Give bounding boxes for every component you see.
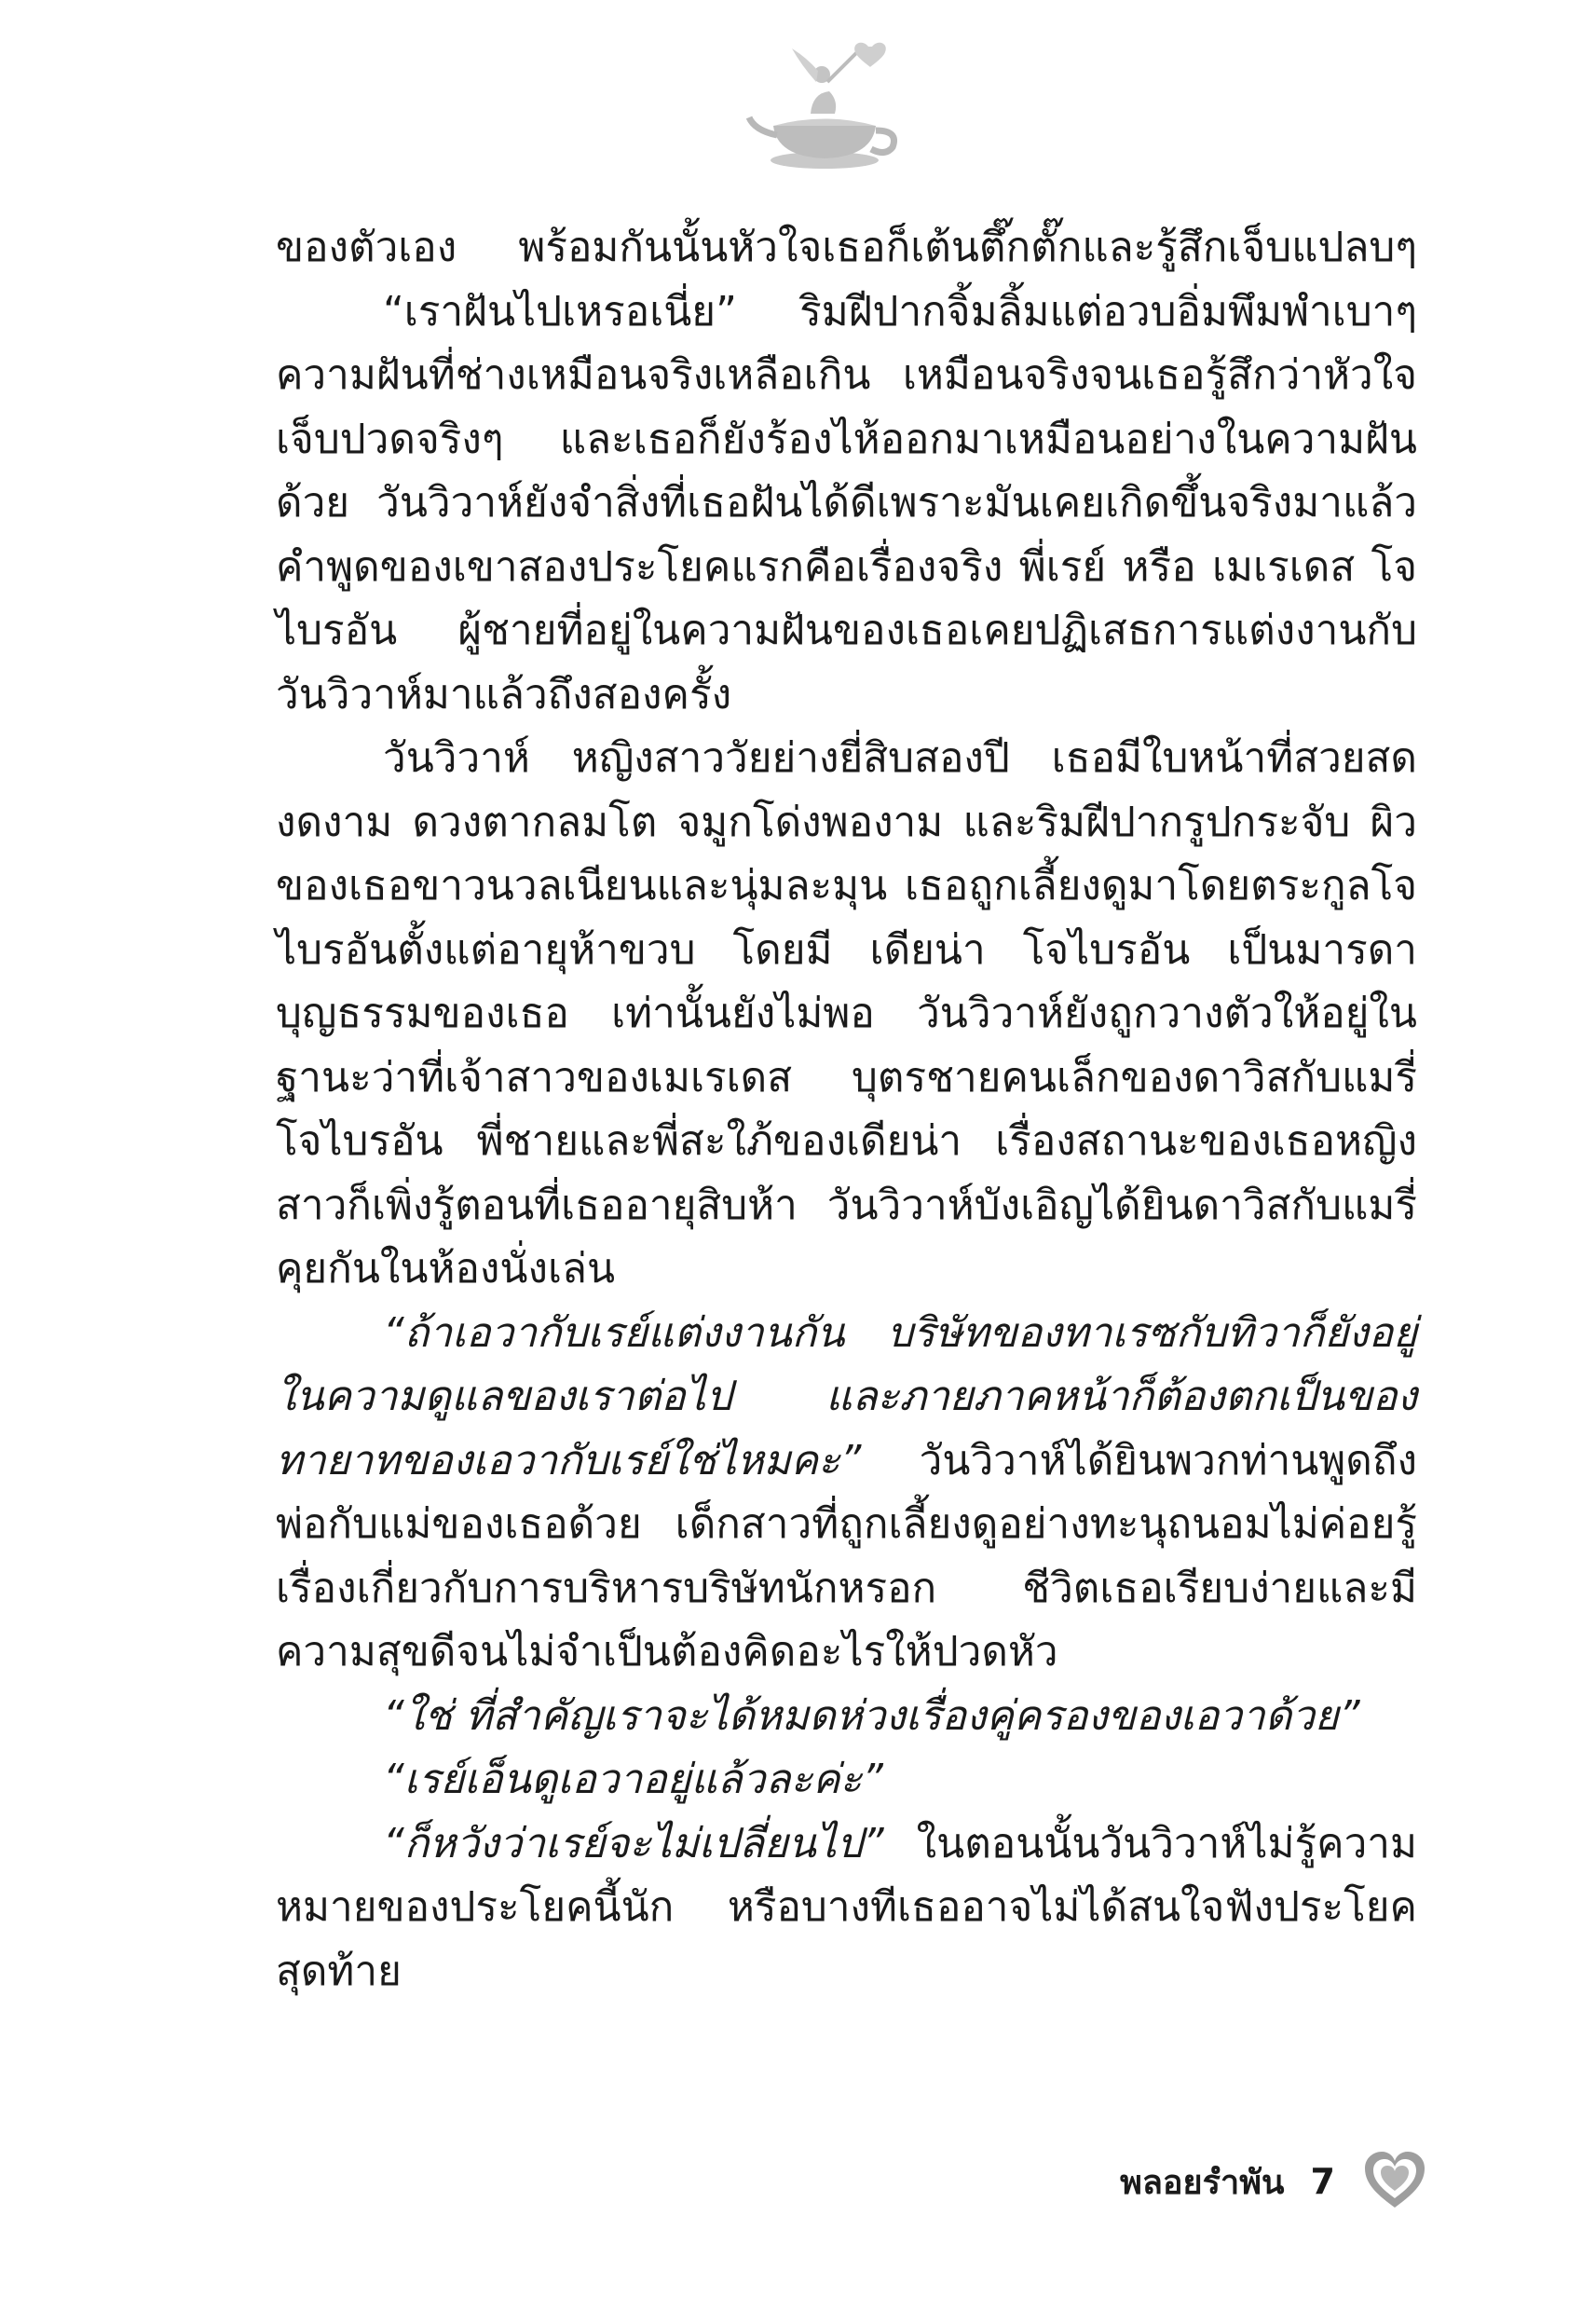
paragraph: “เราฝันไปเหรอเนี่ย” ริมฝีปากจิ้มลิ้มแต่อวบอิ่มพึมพำเบาๆ ความฝันที่ช่างเหมือนจริงเหลือเกิน เหมือนจริงจนเธอรู้สึกว่าหัวใจเจ็บปวดจริงๆ และเธอก็ยังร้องไห้ออกมาเหมือนอย่างในความฝันด้วย วันวิวาห์ยังจำสิ่งที่เธอฝันได้ดีเพราะมันเคยเกิดขึ้นจริงมาแล้ว คำพูดของเขาสองประโยคแรกคือเรื่องจริง พี่เรย์ หรือ เมเรเดส โจไบรอัน ผู้ชายที่อยู่ในความฝันของเธอเคยปฏิเสธการแต่งงานกับวันวิวาห์มาแล้วถึงสองครั้ง: [276, 287, 1417, 718]
italic-quote: “ก็หวังว่าเรย์จะไม่เปลี่ยนไป”: [383, 1819, 884, 1867]
italic-quote: “ถ้าเอวากับเรย์แต่งงานกัน บริษัทของทาเรซกับทิวาก็ยังอยู่ในความดูแลของเราต่อไป และภายภาคหน้าก็ต้องตกเป็นของทายาทของเอวากับเรย์ใช่ไหมคะ”: [276, 1308, 1417, 1484]
italic-quote: “เรย์เอ็นดูเอวาอยู่แล้วละค่ะ”: [383, 1756, 883, 1803]
page-number: 7: [1310, 2161, 1335, 2202]
paragraph: วันวิวาห์ หญิงสาววัยย่างยี่สิบสองปี เธอมีใบหน้าที่สวยสดงดงาม ดวงตากลมโต จมูกโด่งพองาม และริมฝีปากรูปกระจับ ผิวของเธอขาวนวลเนียนและนุ่มละมุน เธอถูกเลี้ยงดูมาโดยตระกูลโจไบรอันตั้งแต่อายุห้าขวบ โดยมี เดียน่า โจไบรอัน เป็นมารดาบุญธรรมของเธอ เท่านั้นยังไม่พอ วันวิวาห์ยังถูกวางตัวให้อยู่ในฐานะว่าที่เจ้าสาวของเมเรเดส บุตรชายคนเล็กของดาวิสกับแมรี่ โจไบรอัน พี่ชายและพี่สะใภ้ของเดียน่า เรื่องสถานะของเธอหญิงสาวก็เพิ่งรู้ตอนที่เธออายุสิบห้า วันวิวาห์บังเอิญได้ยินดาวิสกับแมรี่คุยกันในห้องนั่งเล่น: [276, 734, 1417, 1292]
italic-quote: “ใช่ ที่สำคัญเราจะได้หมดห่วงเรื่องคู่ครองของเอวาด้วย”: [383, 1691, 1360, 1740]
teapot-cupid-heart-icon: [745, 37, 904, 177]
heart-icon: [1361, 2148, 1428, 2215]
paragraph: [276, 1685, 1417, 1749]
paragraph: [276, 1748, 1417, 1812]
body-text: [276, 216, 1417, 2003]
book-title: พลอยรำพัน: [1120, 2163, 1285, 2202]
paragraph: ของตัวเอง พร้อมกันนั้นหัวใจเธอก็เต้นตึ๊กตั๊กและรู้สึกเจ็บแปลบๆ: [276, 224, 1417, 271]
page-footer: [1120, 2148, 1428, 2215]
paragraph: “ก็หวังว่าเรย์จะไม่เปลี่ยนไป” ในตอนนั้นวันวิวาห์ไม่รู้ความหมายของประโยคนี้นัก หรือบางทีเธออาจไม่ได้สนใจฟังประโยคสุดท้าย: [276, 1819, 1417, 1995]
paragraph: “ถ้าเอวากับเรย์แต่งงานกัน บริษัทของทาเรซกับทิวาก็ยังอยู่ในความดูแลของเราต่อไป และภายภาคหน้าก็ต้องตกเป็นของทายาทของเอวากับเรย์ใช่ไหมคะ” วันวิวาห์ได้ยินพวกท่านพูดถึงพ่อกับแม่ของเธอด้วย เด็กสาวที่ถูกเลี้ยงดูอย่างทะนุถนอมไม่ค่อยรู้เรื่องเกี่ยวกับการบริหารบริษัทนักหรอก ชีวิตเธอเรียบง่ายและมีความสุขดีจนไม่จำเป็นต้องคิดอะไรให้ปวดหัว: [276, 1308, 1417, 1675]
